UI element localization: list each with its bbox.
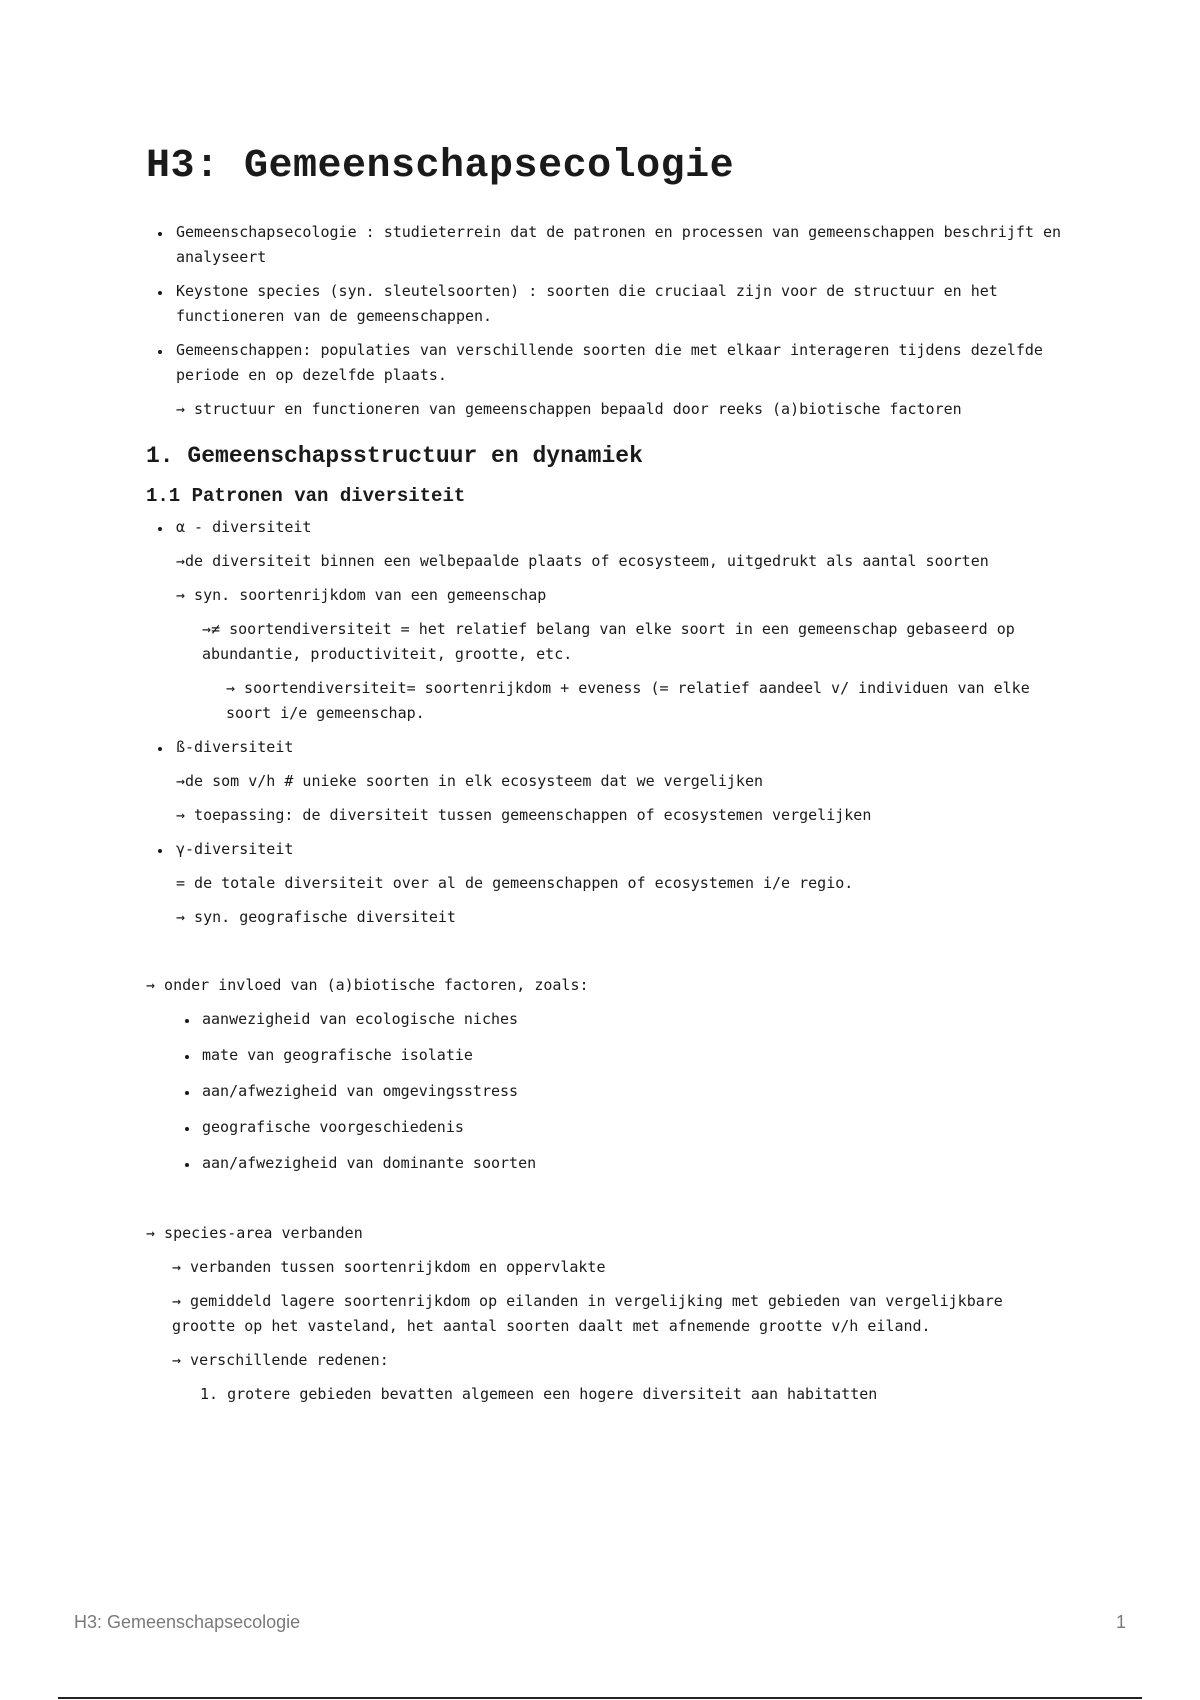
reason-item-1: 1. grotere gebieden bevatten algemeen een hogere diversiteit aan habitatten (200, 1385, 878, 1403)
alpha-line-3: →≠ soortendiversiteit = het relatief belang van elke soort in een gemeenschap gebaseerd op abundantie, productiviteit, grootte, etc. (202, 620, 1015, 663)
document-page (146, 142, 1066, 1416)
page-title: H3: Gemeenschapsecologie (146, 144, 735, 189)
alpha-line-4: → soortendiversiteit= soortenrijkdom + eveness (= relatief aandeel v/ individuen van elke soort i/e gemeenschap. (226, 679, 1030, 722)
beta-label: ß-diversiteit (146, 735, 1066, 760)
gamma-list (146, 837, 1066, 862)
gamma-line-2: → syn. geografische diversiteit (176, 908, 456, 926)
beta-line-1: →de som v/h # unieke soorten in elk ecosysteem dat we vergelijken (176, 772, 763, 790)
factor-item: aanwezigheid van ecologische niches (146, 1007, 1066, 1032)
intro-list (146, 220, 1066, 388)
beta-list (146, 735, 1066, 760)
intro-item-3: Gemeenschappen: populaties van verschillende soorten die met elkaar interageren tijdens dezelfde periode en op dezelfde plaats. (146, 338, 1066, 388)
factor-item: aan/afwezigheid van omgevingsstress (146, 1079, 1066, 1104)
gamma-label: γ-diversiteit (146, 837, 1066, 862)
section-1-1-heading: 1.1 Patronen van diversiteit (146, 485, 466, 507)
alpha-list (146, 515, 1066, 540)
factor-item: aan/afwezigheid van dominante soorten (146, 1151, 1066, 1176)
page-footer (74, 1612, 1126, 1633)
factors-intro: → onder invloed van (a)biotische factoren, zoals: (146, 976, 589, 994)
factor-item: geografische voorgeschiedenis (146, 1115, 1066, 1140)
species-area-line-2: → gemiddeld lagere soortenrijkdom op eilanden in vergelijking met gebieden van vergelijkbare grootte op het vasteland, het aantal soorten daalt met afnemende grootte v/h eiland. (172, 1292, 1003, 1335)
page-number: 1 (1115, 1612, 1126, 1632)
factors-list (146, 1007, 1066, 1176)
species-area-line-3: → verschillende redenen: (172, 1351, 389, 1369)
footer-title: H3: Gemeenschapsecologie (74, 1612, 301, 1632)
factor-item: mate van geografische isolatie (146, 1043, 1066, 1068)
bottom-divider (58, 1697, 1142, 1699)
intro-item-2: Keystone species (syn. sleutelsoorten) : soorten die cruciaal zijn voor de structuur en het functioneren van de gemeenschappen. (146, 279, 1066, 329)
beta-line-2: → toepassing: de diversiteit tussen gemeenschappen of ecosystemen vergelijken (176, 806, 872, 824)
species-area-intro: → species-area verbanden (146, 1224, 363, 1242)
intro-item-1: Gemeenschapsecologie : studieterrein dat de patronen en processen van gemeenschappen beschrijft en analyseert (146, 220, 1066, 270)
section-1-heading: 1. Gemeenschapsstructuur en dynamiek (146, 443, 643, 469)
species-area-line-1: → verbanden tussen soortenrijkdom en oppervlakte (172, 1258, 606, 1276)
alpha-line-2: → syn. soortenrijkdom van een gemeenschap (176, 586, 547, 604)
gamma-line-1: = de totale diversiteit over al de gemeenschappen of ecosystemen i/e regio. (176, 874, 854, 892)
alpha-label: α - diversiteit (146, 515, 1066, 540)
alpha-line-1: →de diversiteit binnen een welbepaalde plaats of ecosysteem, uitgedrukt als aantal soorten (176, 552, 989, 570)
intro-note: → structuur en functioneren van gemeenschappen bepaald door reeks (a)biotische factoren (176, 400, 962, 418)
